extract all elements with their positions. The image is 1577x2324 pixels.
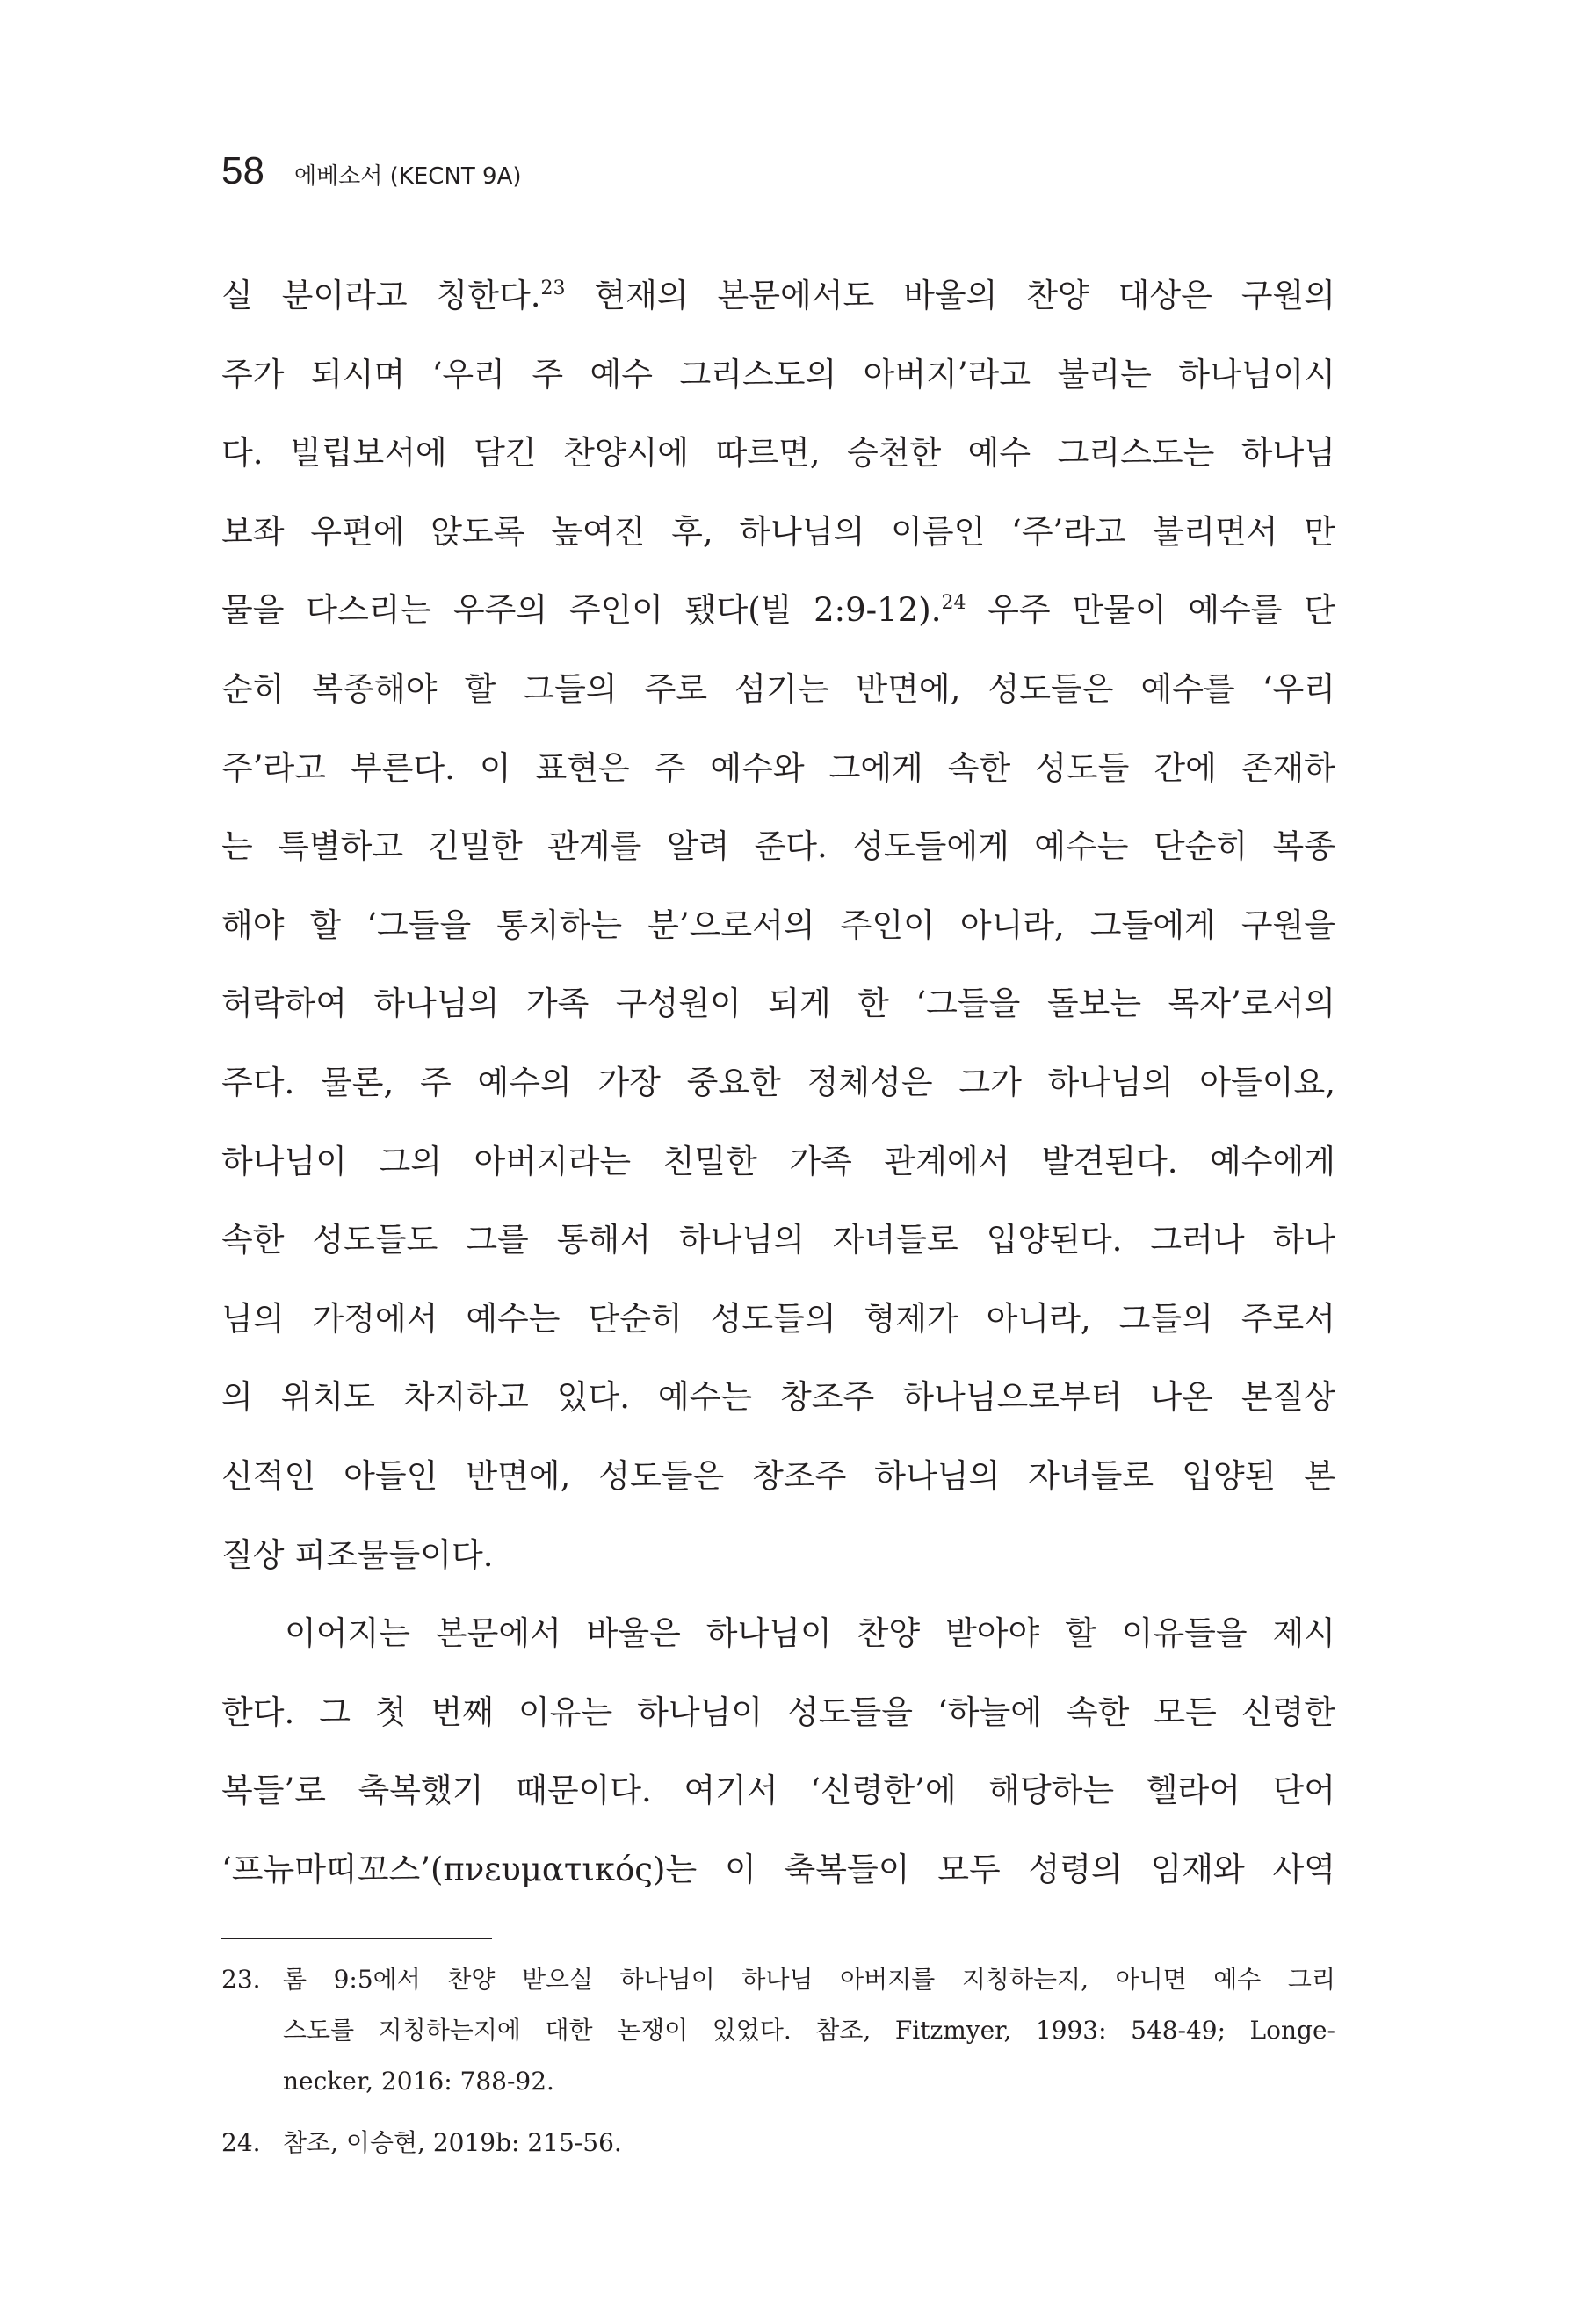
text-line: 의 위치도 차지하고 있다. 예수는 창조주 하나님으로부터 나온 본질상: [221, 1378, 1335, 1417]
text-line: 속한 성도들도 그를 통해서 하나님의 자녀들로 입양된다. 그러나 하나: [221, 1221, 1335, 1259]
running-header: [221, 149, 522, 202]
text-line: 신적인 아들인 반면에, 성도들은 창조주 하나님의 자녀들로 입양된 본: [221, 1456, 1335, 1495]
text-line: 이어지는 본문에서 바울은 하나님이 찬양 받아야 할 이유들을 제시: [285, 1614, 1335, 1653]
footnote-ref-23[interactable]: 23: [540, 278, 566, 300]
text-line: 는 특별하고 긴밀한 관계를 알려 준다. 성도들에게 예수는 단순히 복종: [221, 827, 1335, 866]
footnotes: [221, 1954, 1335, 2169]
main-text: [221, 256, 1335, 1909]
text-line: 물을 다스리는 우주의 주인이 됐다(빌 2:9-12).$^{24}$ 우주 만물이 예수를 단: [221, 591, 1335, 630]
text-line: 하나님이 그의 아버지라는 친밀한 가족 관계에서 발견된다. 예수에게: [221, 1142, 1335, 1180]
text-line: 해야 할 ‘그들을 통치하는 분’으로서의 주인이 아니라, 그들에게 구원을: [221, 906, 1335, 944]
footnote-line: 롬 9:5에서 찬양 받으실 하나님이 하나님 아버지를 지칭하는지, 아니면 예수 그리: [283, 1965, 1335, 1994]
text-line: 실 분이라고 칭한다.$^{23}$ 현재의 본문에서도 바울의 찬양 대상은 구원의: [221, 277, 1335, 314]
text-line: 님의 가정에서 예수는 단순히 성도들의 형제가 아니라, 그들의 주로서: [221, 1299, 1335, 1338]
text-line: 보좌 우편에 앉도록 높여진 후, 하나님의 이름인 ‘주’라고 불리면서 만: [221, 512, 1335, 551]
footnote-number: 23.: [221, 1965, 261, 1994]
text-line: 순히 복종해야 할 그들의 주로 섬기는 반면에, 성도들은 예수를 ‘우리: [221, 669, 1335, 708]
footnote-24: [221, 2118, 1335, 2169]
paragraph-2: [221, 1594, 1335, 1909]
footnote-number: 24.: [221, 2128, 261, 2157]
running-title: 에베소서 (KECNT 9A): [293, 163, 522, 190]
text-line: 주’라고 부른다. 이 표현은 주 예수와 그에게 속한 성도들 간에 존재하: [221, 748, 1335, 787]
footnote-divider: [221, 1938, 492, 1939]
page-number: 58: [221, 149, 264, 192]
footnote-ref-24[interactable]: 24: [941, 592, 966, 615]
text-line: 주다. 물론, 주 예수의 가장 중요한 정체성은 그가 하나님의 아들이요,: [221, 1063, 1335, 1101]
text-line: 질상 피조물들이다.: [221, 1535, 494, 1574]
footnote-line: 참조, 이승현, 2019b: 215-56.: [283, 2128, 622, 2157]
footnote-line: necker, 2016: 788-92.: [283, 2067, 554, 2096]
text-line: 허락하여 하나님의 가족 구성원이 되게 한 ‘그들을 돌보는 목자’로서의: [221, 985, 1335, 1023]
footnote-23: [221, 1954, 1335, 2107]
text-line: 주가 되시며 ‘우리 주 예수 그리스도의 아버지’라고 불리는 하나님이시: [221, 355, 1335, 393]
text-line: 복들’로 축복했기 때문이다. 여기서 ‘신령한’에 해당하는 헬라어 단어: [221, 1772, 1335, 1810]
paragraph-1: [221, 256, 1335, 1594]
footnote-line: 스도를 지칭하는지에 대한 논쟁이 있었다. 참조, Fitzmyer, 1993: 548-49; Longe-: [283, 2016, 1335, 2045]
text-line: ‘프뉴마띠꼬스’(πνευματικός)는 이 축복들이 모두 성령의 임재와 사역: [221, 1850, 1335, 1888]
text-line: 한다. 그 첫 번째 이유는 하나님이 성도들을 ‘하늘에 속한 모든 신령한: [221, 1692, 1335, 1731]
text-line: 다. 빌립보서에 담긴 찬양시에 따르면, 승천한 예수 그리스도는 하나님: [221, 434, 1335, 473]
